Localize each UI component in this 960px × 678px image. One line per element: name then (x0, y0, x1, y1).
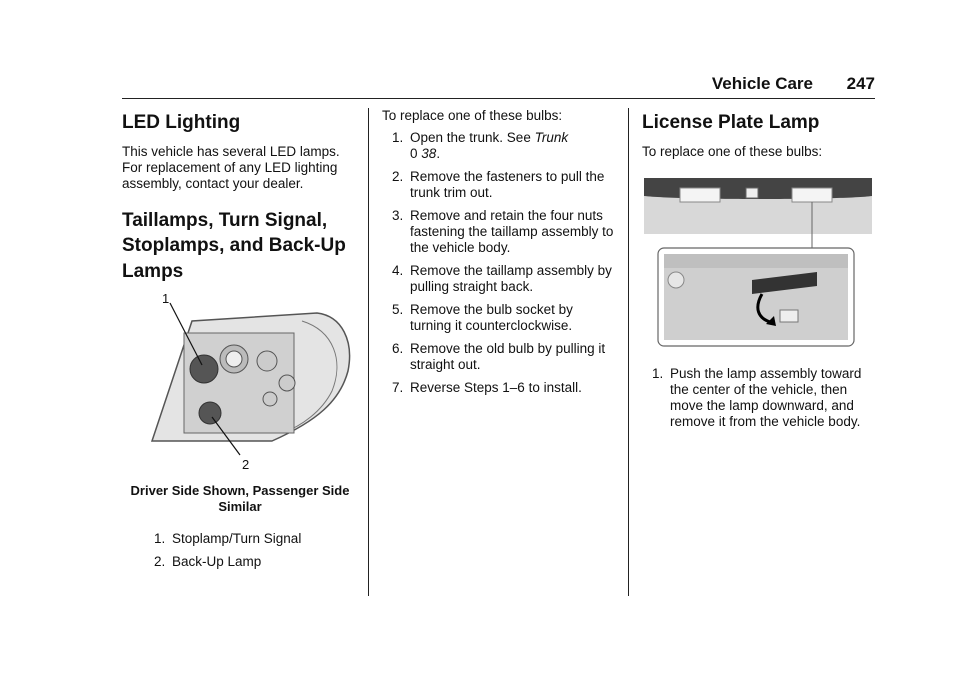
page-header (122, 68, 875, 99)
bulb-steps (382, 130, 614, 396)
legend-item: 2. Back-Up Lamp (154, 553, 262, 569)
column-3 (642, 108, 874, 437)
bulb-intro: To replace one of these bulbs: (382, 108, 563, 123)
legend-item: 1. Stoplamp/Turn Signal (154, 530, 302, 546)
plate-steps (642, 366, 874, 430)
led-paragraph: This vehicle has several LED lamps. For replacement of any LED lighting assembly, contact your dealer. (122, 143, 340, 191)
legend-list (122, 531, 358, 570)
column-divider-2 (628, 108, 629, 596)
figure-caption: Driver Side Shown, Passenger Side Similar (130, 482, 350, 514)
step-item: 1. Open the trunk. See Trunk 0 38. (392, 130, 569, 161)
page-number: 247 (846, 74, 875, 93)
callout-2: 2 (242, 456, 250, 472)
trunk-page-ref[interactable]: 38 (421, 146, 437, 161)
step-item: 5. Remove the bulb socket by turning it counterclockwise. (392, 302, 573, 333)
license-plate-figure (642, 176, 874, 356)
step-item: 4. Remove the taillamp assembly by pulling straight back. (392, 263, 612, 294)
callout-1: 1 (162, 290, 170, 306)
heading-led-lighting: LED Lighting (122, 112, 241, 133)
plate-intro: To replace one of these bulbs: (642, 143, 823, 159)
heading-taillamps: Taillamps, Turn Signal, Stoplamps, and Back-Up Lamps (122, 209, 346, 282)
page-ref-symbol: 0 (410, 146, 418, 161)
column-divider-1 (368, 108, 369, 596)
license-plate-illustration (642, 176, 874, 356)
step-item: 1. Push the lamp assembly toward the center of the vehicle, then move the lamp downward, and remove it from the vehicle body. (652, 365, 862, 429)
step-item: 6. Remove the old bulb by pulling it straight out. (392, 341, 606, 372)
trunk-link[interactable]: Trunk (534, 130, 569, 145)
heading-license-plate: License Plate Lamp (642, 112, 820, 133)
column-2 (382, 108, 614, 403)
step-item: 2. Remove the fasteners to pull the trunk trim out. (392, 169, 605, 200)
section-title: Vehicle Care (711, 74, 813, 93)
taillamp-illustration (122, 291, 358, 477)
taillamp-figure (122, 291, 358, 477)
step-item: 7. Reverse Steps 1–6 to install. (392, 380, 582, 395)
column-1 (122, 108, 358, 577)
step-item: 3. Remove and retain the four nuts fastening the taillamp assembly to the vehicle body. (392, 208, 614, 255)
